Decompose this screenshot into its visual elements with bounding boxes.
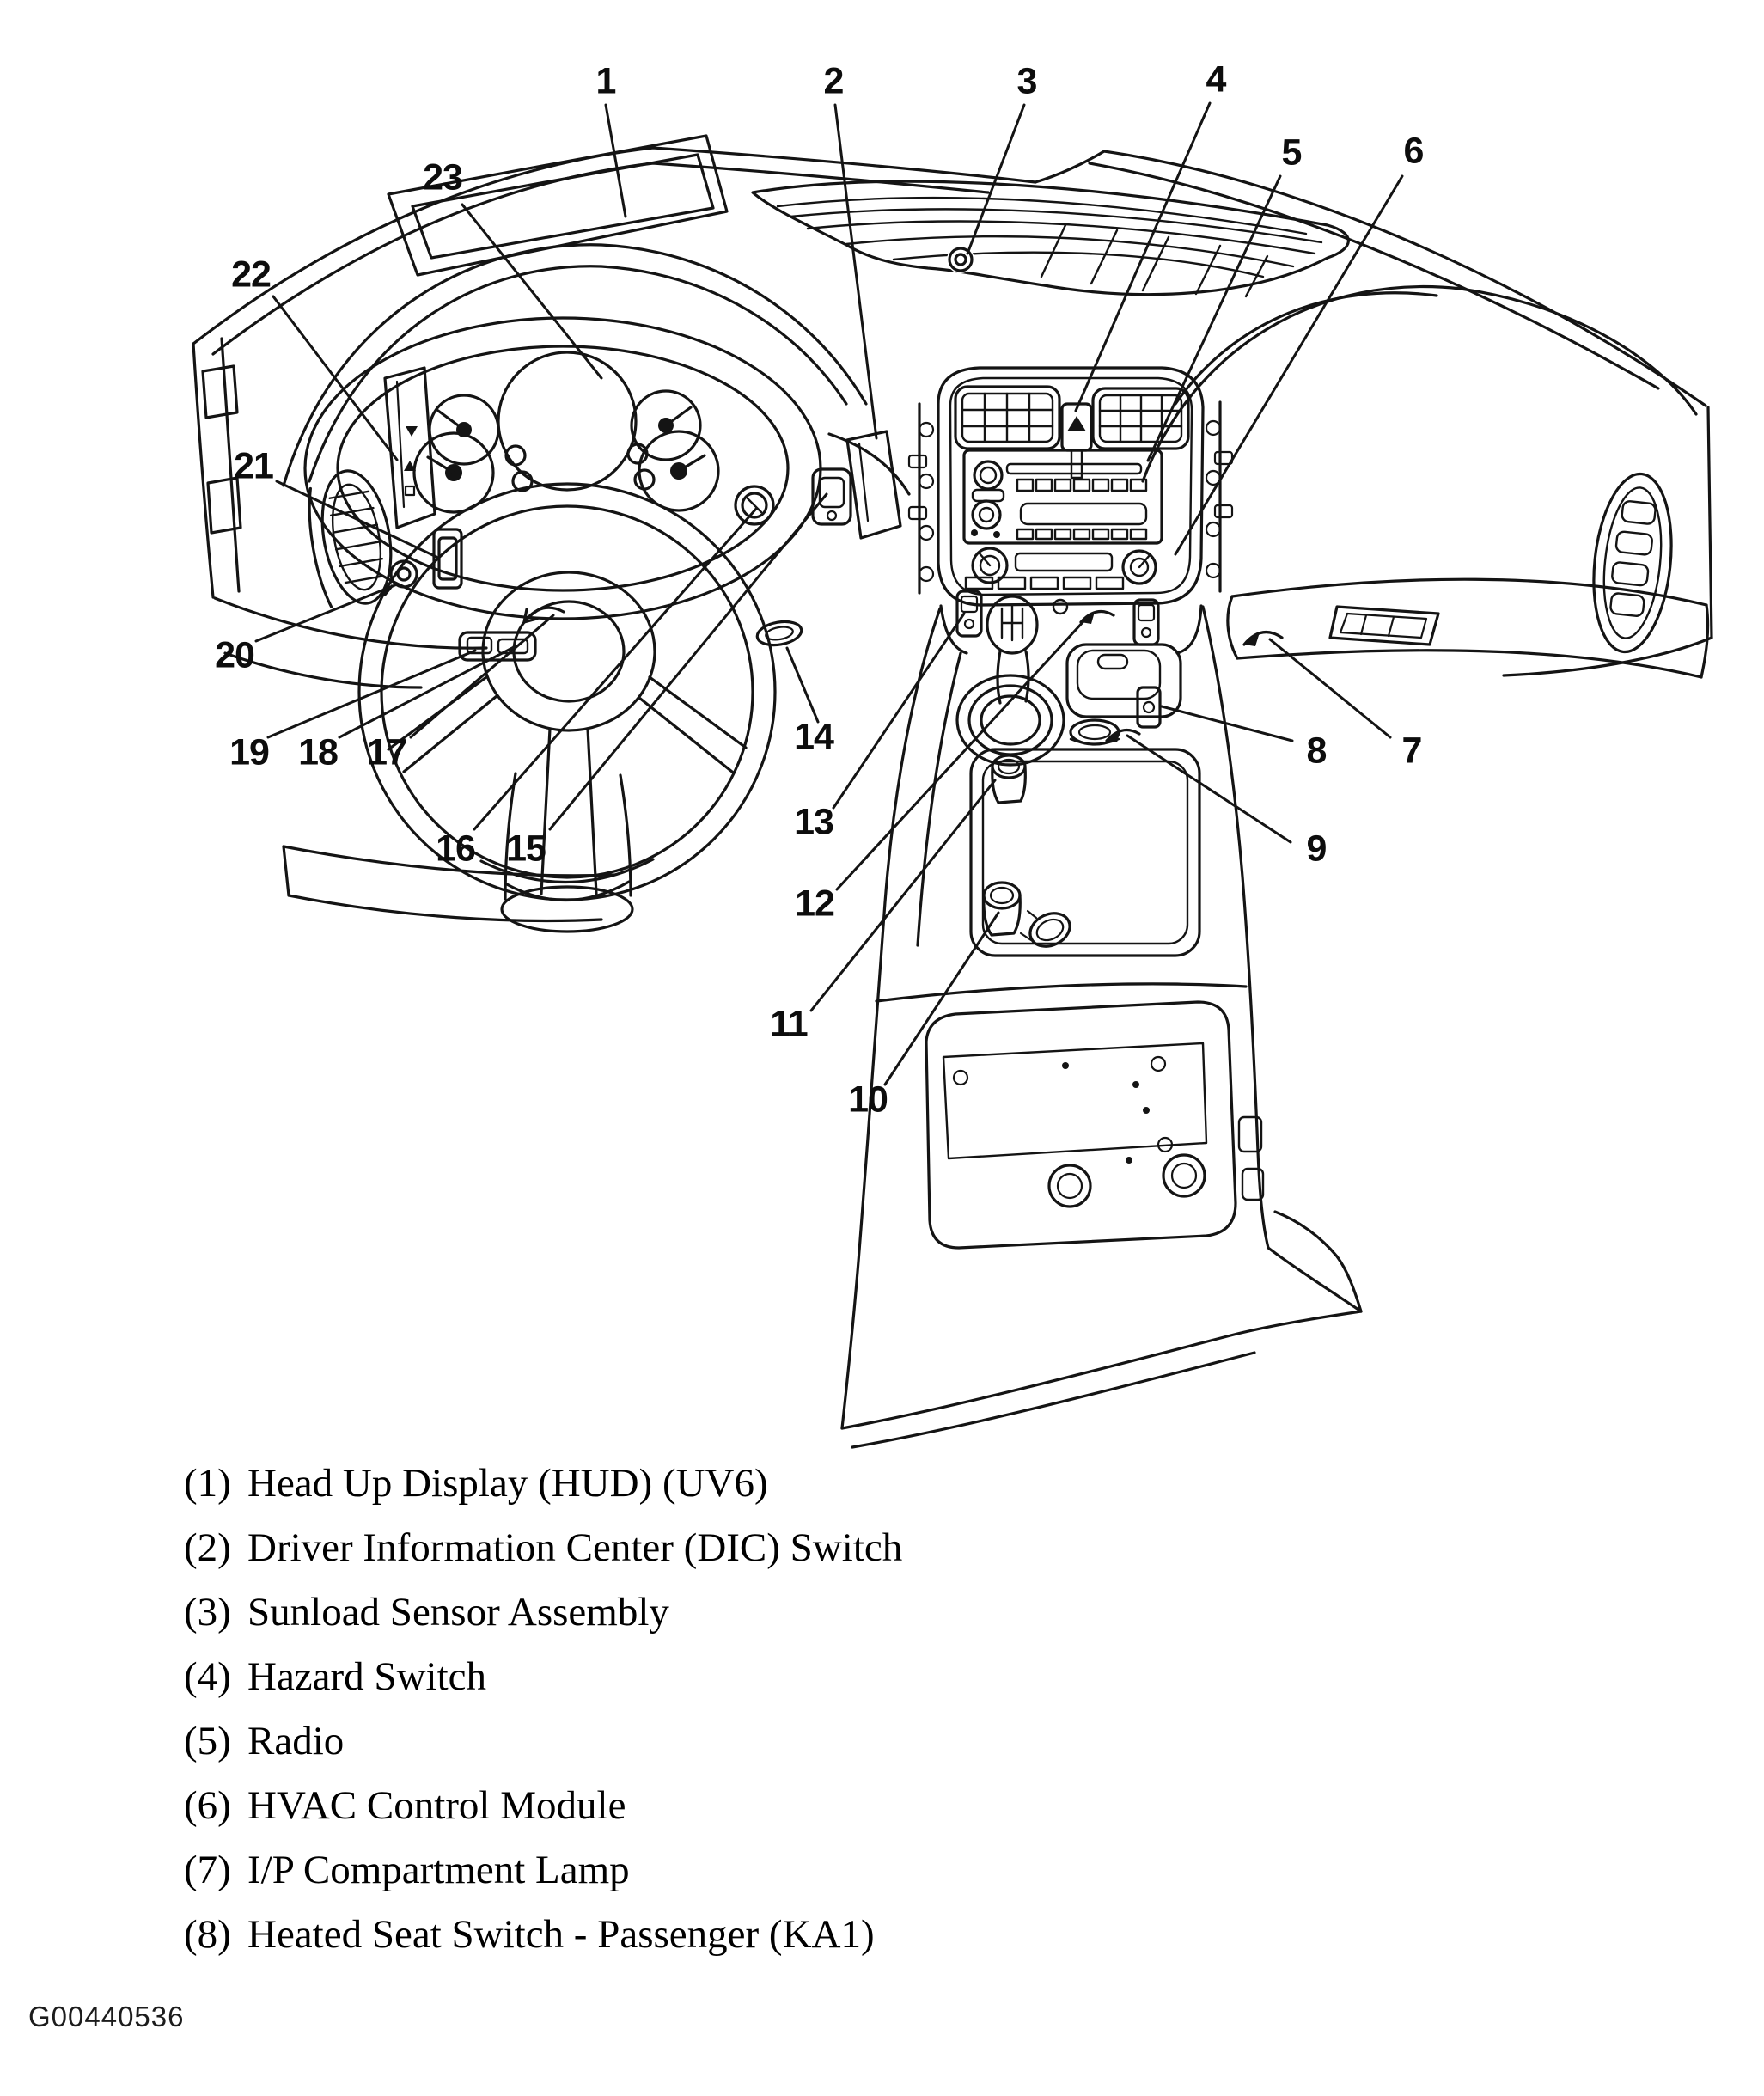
callout-13: 13 — [794, 801, 833, 843]
legend-item — [184, 1589, 1387, 1653]
legend-item — [184, 1718, 1387, 1782]
instrument-cluster — [284, 245, 909, 619]
callout-6: 6 — [1403, 130, 1424, 172]
legend-item-number: (1) — [184, 1461, 231, 1506]
callout-10: 10 — [848, 1079, 888, 1121]
legend-item-number: (7) — [184, 1848, 231, 1892]
ignition-switch — [813, 469, 851, 524]
legend-item-number: (8) — [184, 1912, 231, 1957]
defroster-grille — [753, 181, 1348, 296]
callout-22: 22 — [231, 254, 271, 296]
heated-seat-switch-passenger — [1134, 600, 1160, 727]
callout-16: 16 — [436, 828, 475, 870]
callout-7: 7 — [1401, 730, 1422, 772]
legend-item-text: HVAC Control Module — [247, 1783, 626, 1828]
legend-item-text: Head Up Display (HUD) (UV6) — [247, 1461, 768, 1506]
legend-item-text: I/P Compartment Lamp — [247, 1848, 630, 1892]
legend-item-number: (3) — [184, 1590, 231, 1635]
legend-item — [184, 1653, 1387, 1718]
legend-item — [184, 1782, 1387, 1847]
legend-item-text: Sunload Sensor Assembly — [247, 1590, 669, 1635]
legend-item-number: (5) — [184, 1719, 231, 1763]
callout-14: 14 — [794, 716, 833, 758]
legend-item — [184, 1847, 1387, 1911]
key-cylinder — [736, 486, 773, 524]
callout-8: 8 — [1306, 730, 1327, 772]
callout-3: 3 — [1016, 60, 1037, 102]
center-console — [842, 607, 1361, 1447]
hazard-switch — [1062, 404, 1091, 478]
dic-switch — [434, 529, 461, 588]
callout-2: 2 — [823, 60, 844, 102]
callout-19: 19 — [229, 731, 269, 773]
callout-9: 9 — [1306, 828, 1327, 870]
passenger-vent — [1585, 470, 1679, 656]
center-vents — [955, 387, 1188, 449]
callout-18: 18 — [298, 731, 338, 773]
callout-11: 11 — [770, 1003, 808, 1045]
radio — [964, 450, 1162, 543]
hvac-control — [966, 548, 1156, 589]
console-tray — [971, 749, 1199, 956]
callout-4: 4 — [1206, 58, 1226, 101]
legend-item — [184, 1460, 1387, 1525]
callout-23: 23 — [423, 156, 462, 199]
callout-1: 1 — [595, 60, 616, 102]
legend-item — [184, 1525, 1387, 1589]
legend-item-number: (2) — [184, 1525, 231, 1570]
legend-item-number: (6) — [184, 1783, 231, 1828]
legend — [184, 1460, 1387, 1976]
callout-21: 21 — [234, 445, 273, 487]
dic-wiper-stalk — [847, 431, 900, 538]
callout-12: 12 — [795, 883, 834, 925]
callout-20: 20 — [215, 634, 254, 676]
legend-item — [184, 1911, 1387, 1976]
legend-item-text: Radio — [247, 1719, 345, 1763]
legend-item-text: Heated Seat Switch - Passenger (KA1) — [247, 1912, 875, 1957]
figure-id: G00440536 — [28, 2001, 185, 2032]
callout-5: 5 — [1281, 131, 1302, 174]
console-storage — [926, 1002, 1263, 1248]
callout-17: 17 — [367, 731, 406, 773]
legend-item-number: (4) — [184, 1654, 231, 1699]
callout-15: 15 — [506, 828, 546, 870]
legend-item-text: Driver Information Center (DIC) Switch — [247, 1525, 903, 1570]
legend-item-text: Hazard Switch — [247, 1654, 486, 1699]
heated-seat-switch-driver — [957, 591, 981, 636]
